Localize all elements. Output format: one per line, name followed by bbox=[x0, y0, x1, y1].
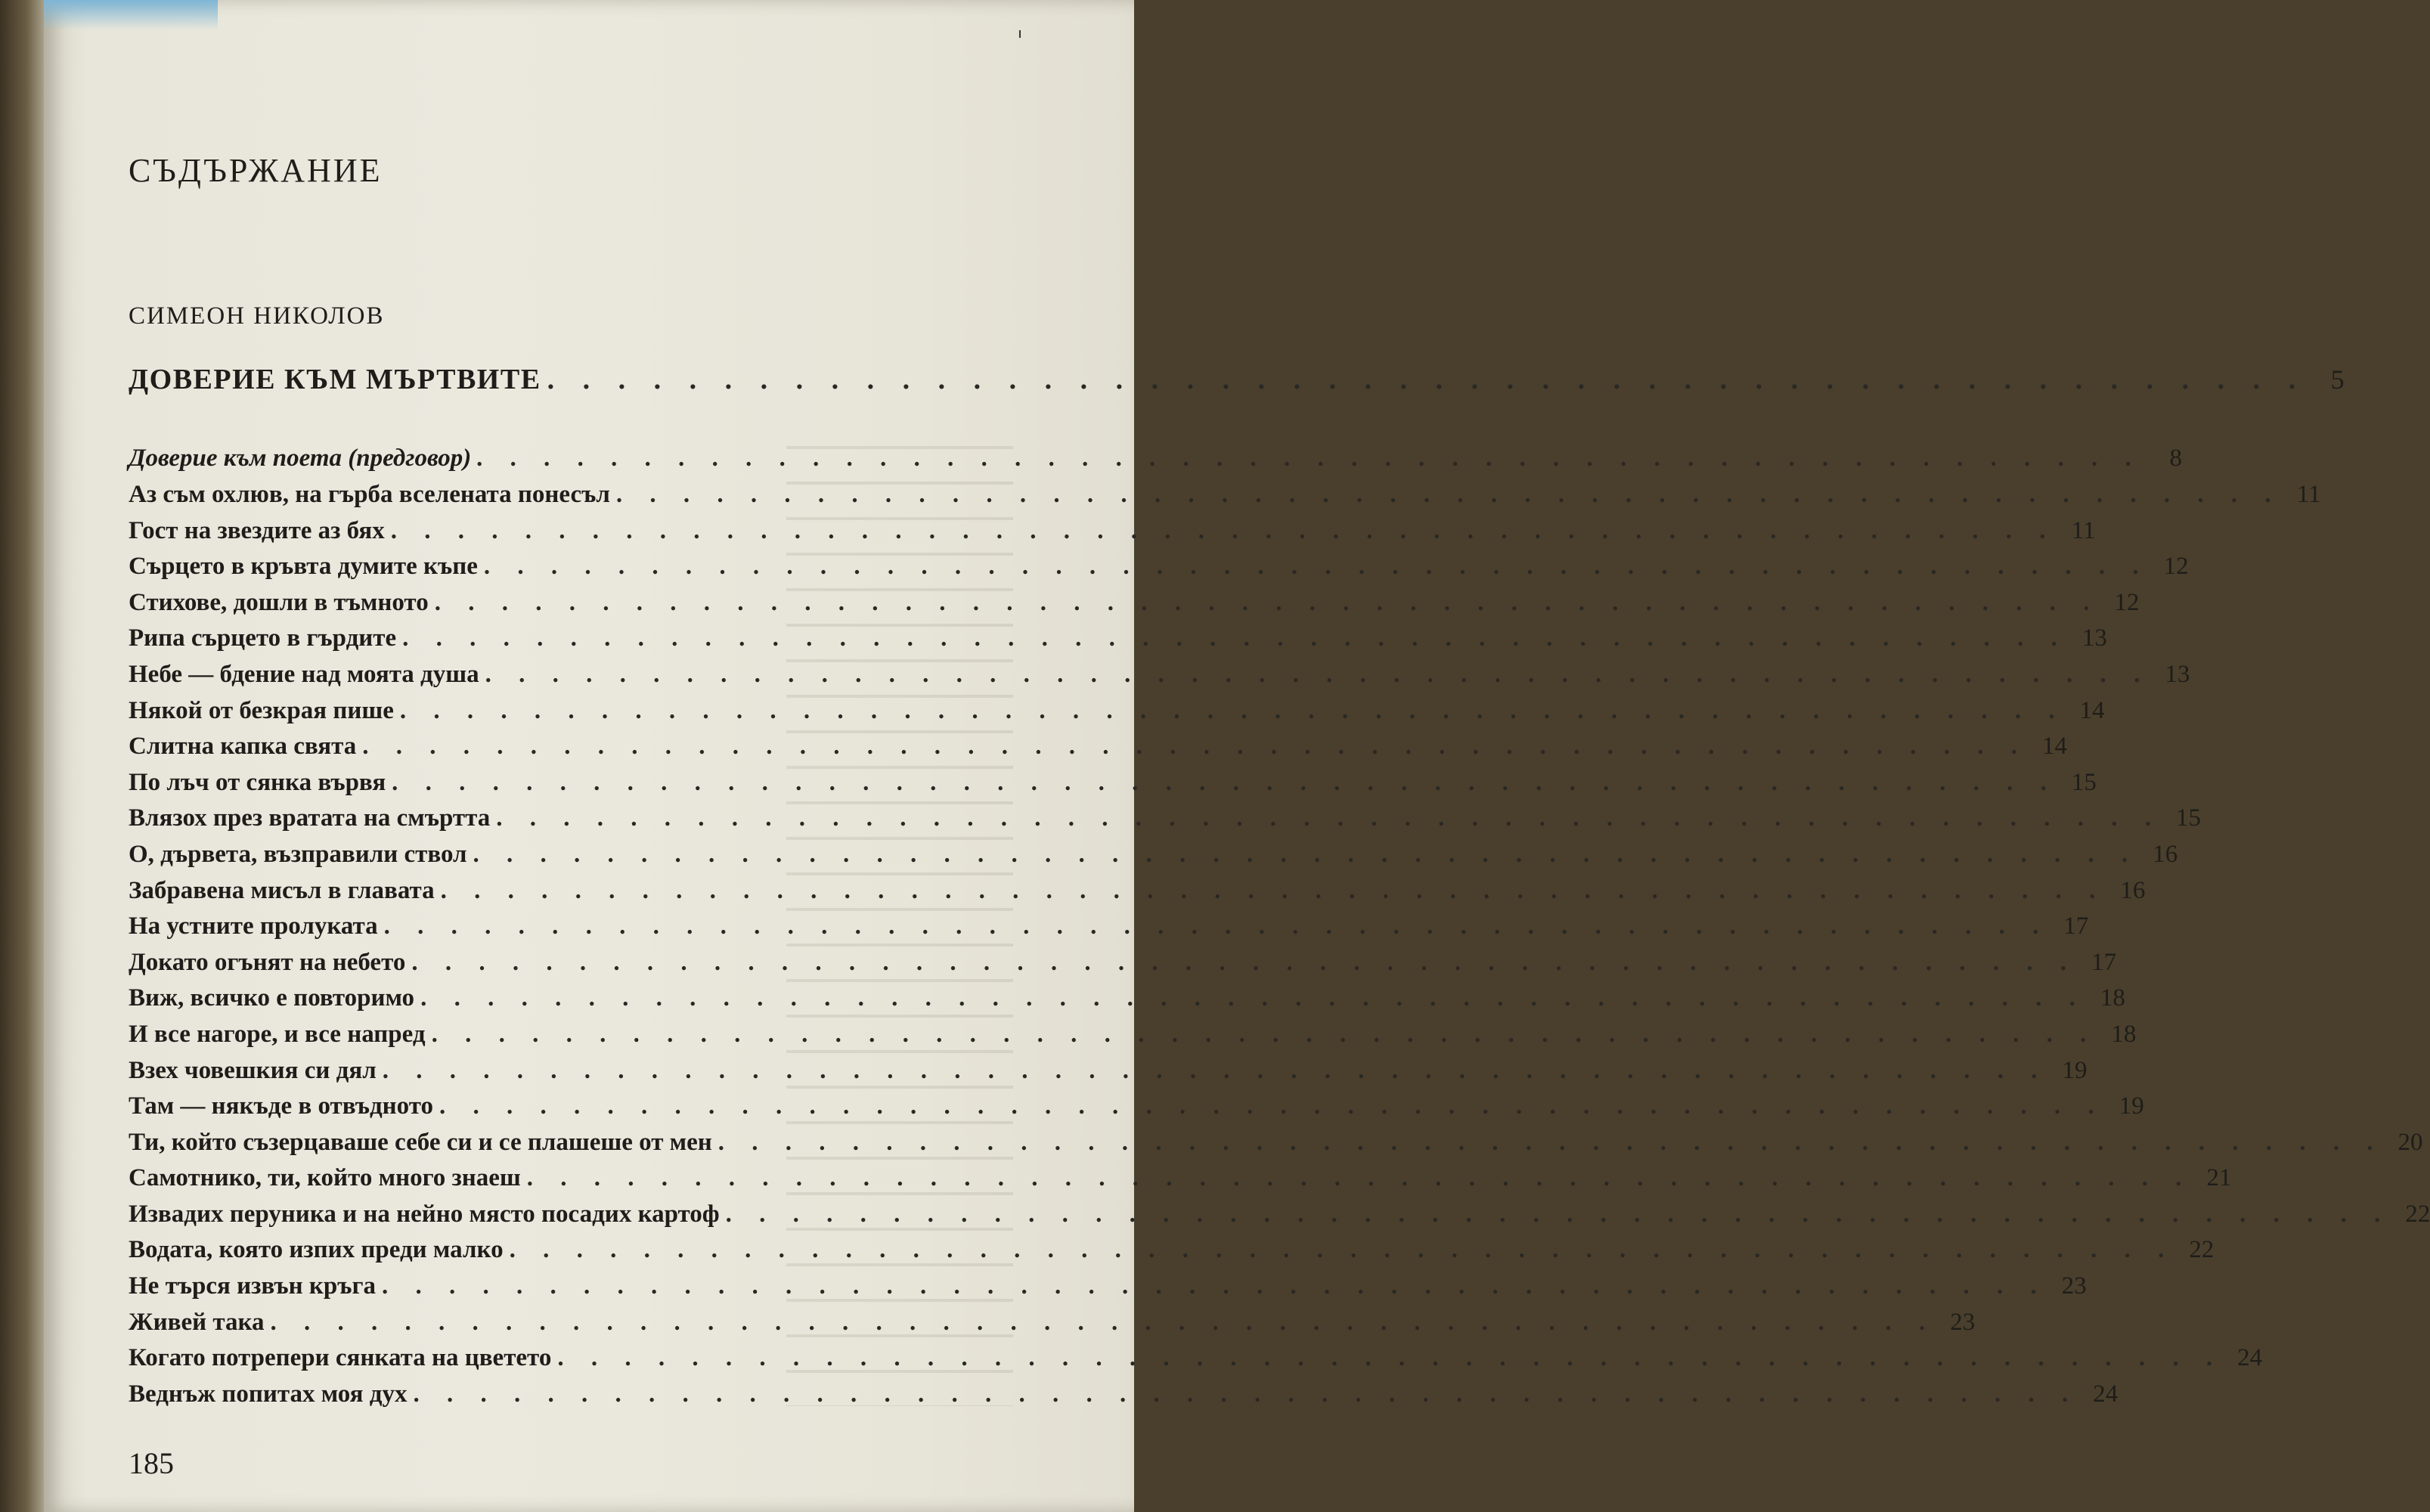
toc-entry bbox=[129, 1308, 1976, 1345]
toc-entry-title: Сърцето в кръвта думите къпе bbox=[129, 553, 478, 581]
toc-entry-title: Гост на звездите аз бях bbox=[129, 516, 385, 544]
dot-leader: . . . . . . . . . . . . . . . . . . . . . . . . . . . . . . . . . . . . . . . . . . . . . . . . . . bbox=[557, 1344, 2224, 1372]
toc-entry-page: 18 bbox=[2100, 984, 2125, 1012]
toc-entry bbox=[129, 1344, 2263, 1380]
dot-leader: . . . . . . . . . . . . . . . . . . . . . . . . . . . . . . . . . . . . . . . . . . . . . . . . . . bbox=[496, 804, 2162, 832]
dot-leader: . . . . . . . . . . . . . . . . . . . . . . . . . . . . . . . . . . . . . . . . . . . . . . . . . . bbox=[440, 876, 2106, 904]
book-gutter-shadow bbox=[0, 0, 44, 1512]
toc-entry-page: 14 bbox=[2041, 733, 2067, 761]
toc-entry-title: Стихове, дошли в тъмното bbox=[129, 588, 429, 616]
toc-entry-page: 13 bbox=[2081, 624, 2107, 652]
dot-leader: . . . . . . . . . . . . . . . . . . . . . . . . . . . . . . . . . . . . . . . . . . . . . . . . . . bbox=[526, 1164, 2193, 1192]
toc-entry bbox=[129, 1236, 2215, 1272]
toc-entry-title: Забравена мисъл в главата bbox=[129, 876, 435, 904]
toc-entry bbox=[129, 768, 2097, 805]
toc-entry bbox=[129, 1128, 2423, 1165]
toc-entry-page: 19 bbox=[2062, 1056, 2088, 1084]
dot-leader: . . . . . . . . . . . . . . . . . . . . . . . . . . . . . . . . . . . . . . . . . . . . . . . . . . bbox=[439, 1092, 2105, 1120]
toc-entry-title: Доверие към поета (предговор) bbox=[129, 445, 472, 472]
toc-entry bbox=[129, 516, 2096, 553]
toc-entry-title: Докато огънят на небето bbox=[129, 948, 406, 976]
toc-entry-page: 16 bbox=[2153, 840, 2178, 868]
toc-entry bbox=[129, 696, 2105, 733]
print-mark bbox=[1019, 30, 1021, 38]
author-name: СИМЕОН НИКОЛОВ bbox=[129, 302, 385, 330]
toc-list bbox=[129, 363, 2430, 1416]
toc-entry-title: ДОВЕРИЕ КЪМ МЪРТВИТЕ bbox=[129, 364, 541, 395]
toc-entry-title: Някой от безкрая пише bbox=[129, 696, 394, 724]
toc-entry-page: 14 bbox=[2079, 696, 2105, 724]
toc-entry bbox=[129, 912, 2089, 949]
toc-entry-title: Живей така bbox=[129, 1308, 265, 1336]
toc-entry-page: 21 bbox=[2206, 1164, 2232, 1192]
toc-preface bbox=[129, 445, 2183, 481]
dot-leader: . . . . . . . . . . . . . . . . . . . . . . . . . . . . . . . . . . . . . . . . . . . . . . . . . . bbox=[509, 1236, 2175, 1264]
toc-entry-page: 17 bbox=[2063, 912, 2089, 940]
toc-entry-page: 20 bbox=[2397, 1128, 2423, 1156]
toc-entry-page: 24 bbox=[2237, 1344, 2263, 1372]
toc-entry-title: На устните пролуката bbox=[129, 912, 378, 940]
toc-entry-title: Там — някъде в отвъдното bbox=[129, 1092, 434, 1120]
dot-leader: . . . . . . . . . . . . . . . . . . . . . . . . . . . . . . . . . . . . . . . . . . . . . . . . . . bbox=[382, 1272, 2047, 1300]
toc-entry-title: Взех човешкия си дял bbox=[129, 1056, 377, 1084]
dot-leader: . . . . . . . . . . . . . . . . . . . . . . . . . . . . . . . . . . . . . . . . . . . . . . . . . . bbox=[483, 553, 2149, 581]
toc-entry-page: 23 bbox=[1950, 1308, 1976, 1336]
toc-entry-title: Небе — бдение над моята душа bbox=[129, 660, 479, 688]
dot-leader: . . . . . . . . . . . . . . . . . . . . . . . . . . . . . . . . . . . . . . . . . . . . . . . . . . bbox=[615, 481, 2282, 508]
dot-leader: . . . . . . . . . . . . . . . . . . . . . . . . . . . . . . . . . . . . . . . . . . . . . . . . . . bbox=[382, 1056, 2048, 1084]
dot-leader: . . . . . . . . . . . . . . . . . . . . . . . . . . . . . . . . . . . . . . . . . . . . . . . . . . bbox=[718, 1128, 2384, 1156]
toc-entry bbox=[129, 804, 2201, 841]
toc-entry-page: 11 bbox=[2071, 516, 2096, 544]
toc-entry-title: Не търся извън кръга bbox=[129, 1272, 376, 1300]
dot-leader: . . . . . . . . . . . . . . . . . . . . . . . . . . . . . . . . . . . . . . . . . . . . . . . . . . bbox=[485, 660, 2151, 688]
toc-entry-page: 18 bbox=[2111, 1020, 2137, 1048]
toc-entry bbox=[129, 948, 2117, 985]
toc-entry-page: 12 bbox=[2163, 553, 2189, 581]
dot-leader: . . . . . . . . . . . . . . . . . . . . . . . . . . . . . . . . . . . . . . . . . . . . . . . . . . bbox=[383, 912, 2050, 940]
dot-leader: . . . . . . . . . . . . . . . . . . . . . . . . . . . . . . . . . . . . . . . . . . . . . . . . . . bbox=[434, 588, 2100, 616]
toc-entry-title: Рипа сърцето в гърдите bbox=[129, 624, 397, 652]
toc-entry-title: Ти, който съзерцаваше себе си и се плашеше от мен bbox=[129, 1128, 712, 1156]
toc-entry bbox=[129, 1200, 2430, 1237]
dot-leader: . . . . . . . . . . . . . . . . . . . . . . . . . . . . . . . . . . . . . . . . . . . . . . . . . . bbox=[477, 445, 2143, 472]
toc-entry-title: Слитна капка свята bbox=[129, 733, 357, 761]
toc-entry-title: Влязох през вратата на смъртта bbox=[129, 804, 491, 832]
toc-entry bbox=[129, 840, 2178, 877]
toc-entry-title: Водата, която изпих преди малко bbox=[129, 1236, 504, 1264]
toc-entry-title: Аз съм охлюв, на гърба вселената понесъл bbox=[129, 481, 610, 508]
toc-entry-page: 16 bbox=[2120, 876, 2146, 904]
dot-leader: . . . . . . . . . . . . . . . . . . . . . . . . . . . . . . . . . . . . . . . . . . . . . . . . . . bbox=[420, 984, 2086, 1012]
toc-entry bbox=[129, 1020, 2137, 1057]
dot-leader: . . . . . . . . . . . . . . . . . . . . . . . . . . . . . . . . . . . . . . . . . . . . . . . . . . bbox=[411, 948, 2078, 976]
dot-leader: . . . . . . . . . . . . . . . . . . . . . . . . . . . . . . . . . . . . . . . . . . . . . . . . . . bbox=[402, 624, 2068, 652]
page-number: 185 bbox=[129, 1446, 174, 1480]
dot-leader: . . . . . . . . . . . . . . . . . . . . . . . . . . . . . . . . . . . . . . . . . . . . . . . . . . bbox=[362, 733, 2028, 761]
dot-leader: . . . . . . . . . . . . . . . . . . . . . . . . . . . . . . . . . . . . . . . . . . . . . . . . . . bbox=[473, 840, 2139, 868]
toc-entry bbox=[129, 733, 2067, 769]
toc-entry bbox=[129, 588, 2140, 625]
toc-entry bbox=[129, 984, 2125, 1021]
toc-entry bbox=[129, 1056, 2088, 1093]
toc-entry bbox=[129, 553, 2189, 589]
toc-heading: СЪДЪРЖАНИЕ bbox=[129, 152, 383, 189]
toc-entry-page: 15 bbox=[2071, 768, 2097, 796]
toc-entry bbox=[129, 624, 2107, 661]
cover-edge bbox=[44, 0, 218, 30]
toc-entry bbox=[129, 876, 2146, 913]
toc-entry-title: По лъч от сянка вървя bbox=[129, 768, 386, 796]
toc-main-section bbox=[129, 363, 2346, 408]
toc-entry-page: 5 bbox=[2330, 364, 2346, 395]
toc-entry-title: Виж, всичко е повторимо bbox=[129, 984, 415, 1012]
toc-entry-page: 24 bbox=[2093, 1380, 2119, 1408]
toc-entry-page: 22 bbox=[2405, 1200, 2430, 1228]
toc-entry-page: 8 bbox=[2169, 445, 2183, 472]
toc-entry-page: 19 bbox=[2119, 1092, 2144, 1120]
dot-leader: . . . . . . . . . . . . . . . . . . . . . . . . . . . . . . . . . . . . . . . . . . . . . . . . . . bbox=[392, 768, 2057, 796]
toc-entry bbox=[129, 1380, 2119, 1417]
toc-entry bbox=[129, 1272, 2087, 1309]
dot-leader: . . . . . . . . . . . . . . . . . . . . . . . . . . . . . . . . . . . . . . . . . . . . . . . . . . bbox=[547, 364, 2307, 395]
dot-leader: . . . . . . . . . . . . . . . . . . . . . . . . . . . . . . . . . . . . . . . . . . . . . . . . . . bbox=[725, 1200, 2391, 1228]
toc-entry-page: 23 bbox=[2061, 1272, 2087, 1300]
toc-entry bbox=[129, 660, 2190, 697]
toc-entry-title: О, дървета, възправили ствол bbox=[129, 840, 467, 868]
toc-entry-page: 12 bbox=[2114, 588, 2140, 616]
dot-leader: . . . . . . . . . . . . . . . . . . . . . . . . . . . . . . . . . . . . . . . . . . . . . . . . . . bbox=[413, 1380, 2079, 1408]
toc-entry bbox=[129, 1092, 2144, 1129]
dot-leader: . . . . . . . . . . . . . . . . . . . . . . . . . . . . . . . . . . . . . . . . . . . . . . . . . . bbox=[270, 1308, 1936, 1336]
toc-entry bbox=[129, 1164, 2232, 1201]
toc-entry-title: И все нагоре, и все напред bbox=[129, 1020, 426, 1048]
toc-entry-page: 11 bbox=[2296, 481, 2321, 508]
dot-leader: . . . . . . . . . . . . . . . . . . . . . . . . . . . . . . . . . . . . . . . . . . . . . . . . . . bbox=[399, 696, 2066, 724]
toc-entry-title: Извадих перуника и на нейно място посадих картоф bbox=[129, 1200, 720, 1228]
toc-entry-title: Самотнико, ти, който много знаеш bbox=[129, 1164, 521, 1192]
toc-entry-page: 13 bbox=[2165, 660, 2190, 688]
toc-entry-title: Когато потрепери сянката на цветето bbox=[129, 1344, 552, 1372]
dot-leader: . . . . . . . . . . . . . . . . . . . . . . . . . . . . . . . . . . . . . . . . . . . . . . . . . . bbox=[431, 1020, 2097, 1048]
toc-entry-page: 15 bbox=[2175, 804, 2201, 832]
dot-leader: . . . . . . . . . . . . . . . . . . . . . . . . . . . . . . . . . . . . . . . . . . . . . . . . . . bbox=[390, 516, 2057, 544]
toc-entry bbox=[129, 481, 2321, 517]
toc-entry-title: Веднъж попитах моя дух bbox=[129, 1380, 408, 1408]
toc-entry-page: 22 bbox=[2189, 1236, 2215, 1264]
toc-entry-page: 17 bbox=[2091, 948, 2117, 976]
